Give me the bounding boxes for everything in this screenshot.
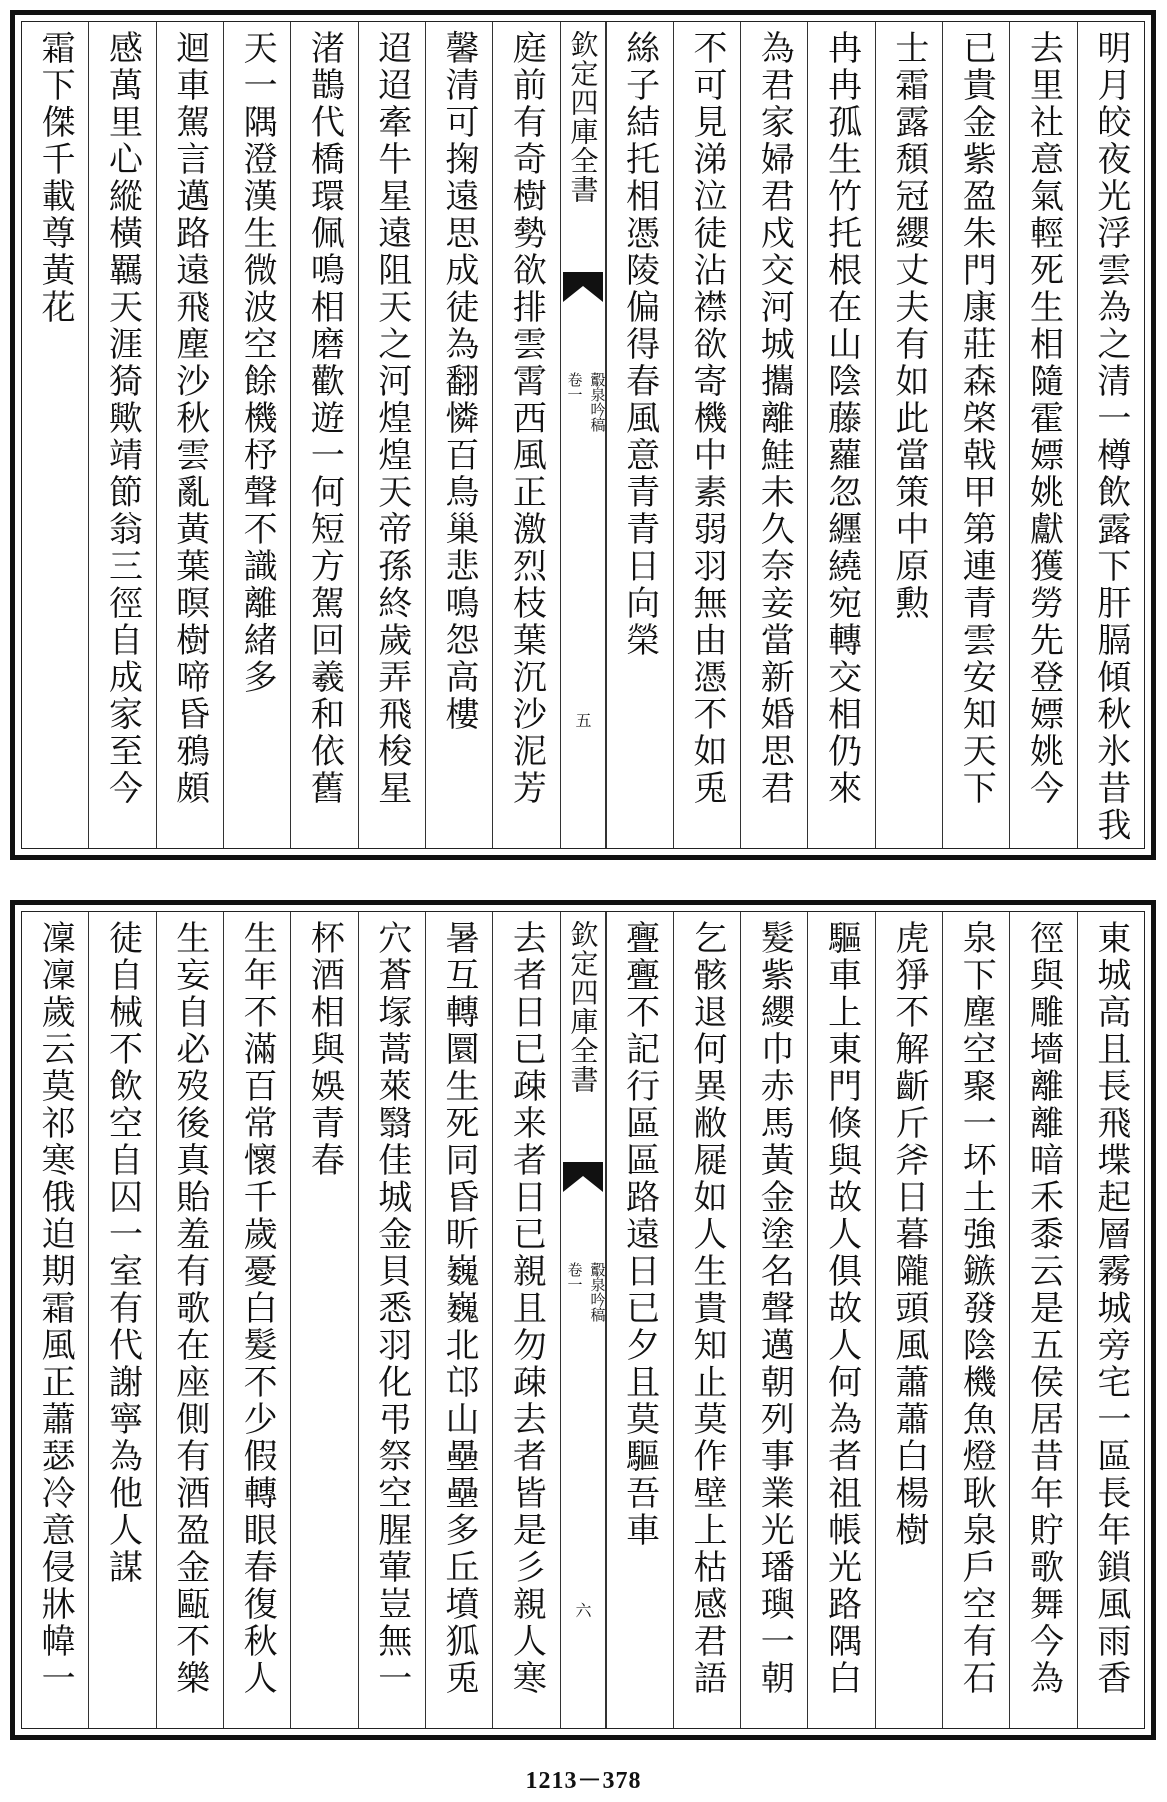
text-column: 生年不滿百常懷千歲憂白髮不少假轉眼春復秋人 [223,912,290,1728]
top-page-columns [22,22,1144,848]
center-fold [560,912,606,1728]
text-column: 乞骸退何異敝屣如人生貴知止莫作壁上枯感君語 [673,912,740,1728]
volume-label: 鷇泉吟稿 卷一 [565,1262,607,1322]
text-column: 亹亹不記行區區路遠日已夕且莫驅吾車 [606,912,673,1728]
text-column: 泉下塵空聚一坏土強鏃發陰機魚燈耿泉戶空有石 [942,912,1009,1728]
text-column: 感萬里心縱橫羈天涯猗歟靖節翁三徑自成家至今 [88,22,155,848]
fish-tail-mark-icon [563,1162,603,1218]
text-column: 東城高且長飛堞起層霧城旁宅一區長年鎖風雨香 [1077,912,1144,1728]
text-column: 為君家婦君戍交河城攜離鮭未久奈妾當新婚思君 [740,22,807,848]
page-number: 1213－378 [525,1768,642,1794]
volume-label: 鷇泉吟稿 卷一 [565,372,607,432]
text-column: 徒自械不飲空自囚一室有代謝寧為他人謀 [88,912,155,1728]
text-column: 穴蒼塜蒿萊翳佳城金貝悉羽化弔祭空腥葷豈無一 [358,912,425,1728]
bottom-page-columns [22,912,1144,1728]
center-fold [560,22,606,848]
text-column: 髮紫纓巾赤馬黃金塗名聲邁朝列事業光璠璵一朝 [740,912,807,1728]
text-column: 天一隅澄漢生微波空餘機杼聲不識離緒多 [223,22,290,848]
text-column: 絲子結托相憑陵偏得春風意青青日向榮 [606,22,673,848]
text-column: 明月皎夜光浮雲為之清一樽飲露下肝膈傾秋氷昔我 [1077,22,1144,848]
text-column: 已貴金紫盈朱門康莊森棨戟甲第連青雲安知天下 [942,22,1009,848]
text-column: 迴車駕言邁路遠飛塵沙秋雲亂黃葉暝樹啼昏鴉頗 [156,22,223,848]
text-column: 冉冉孤生竹托根在山陰藤蘿忽纒繞宛轉交相仍來 [807,22,874,848]
text-column: 士霜露頹冠纓丈夫有如此當策中原勲 [875,22,942,848]
text-column: 霜下傑千載尊黃花 [35,30,76,326]
top-page [10,10,1156,860]
text-column: 去者日已疎来者日已親且勿疎去者皆是彡親人寒 [492,912,559,1728]
text-column: 庭前有奇樹勢欲排雲霄西風正激烈枝葉沉沙泥芳 [492,22,559,848]
text-column: 去里社意氣輕死生相隨霍嫖姚獻獲勞先登嫖姚今 [1009,22,1076,848]
text-column: 渚鵲代橋環佩鳴相磨歡遊一何短方駕回羲和依舊 [290,22,357,848]
text-column: 不可見涕泣徒沾襟欲寄機中素弱羽無由憑不如兎 [673,22,740,848]
text-column: 杯酒相與娛青春 [290,912,357,1728]
text-column: 虎猙不解齗斤斧日暮隴頭風蕭蕭白楊樹 [875,912,942,1728]
bottom-page [10,900,1156,1740]
text-column: 迢迢牽牛星遠阻天之河煌煌天帝孫終歲弄飛梭星 [358,22,425,848]
text-column: 生妄自必歿後真貽羞有歌在座側有酒盈金甌不樂 [156,912,223,1728]
fish-tail-mark-icon [563,272,603,328]
text-column: 凜凜歲云莫祁寒俄迫期霜風正蕭瑟冷意侵牀幃一 [35,920,76,1697]
folio-number: 五 [573,712,592,728]
text-column: 暑互轉圜生死同昏昕巍巍北邙山壘壘多丘墳狐兎 [425,912,492,1728]
book-title: 欽定四庫全書 [566,920,600,1094]
text-column: 馨清可掬遠思成徒為翻憐百鳥巢悲鳴怨高樓 [425,22,492,848]
text-column: 徑與雕墻離離暗禾黍云是五侯居昔年貯歌舞今為 [1009,912,1076,1728]
folio-number: 六 [573,1602,592,1618]
text-column: 驅車上東門倏與故人俱故人何為者祖帳光路隅白 [807,912,874,1728]
bottom-page-frame [21,911,1145,1729]
top-page-frame [21,21,1145,849]
book-title: 欽定四庫全書 [566,30,600,204]
